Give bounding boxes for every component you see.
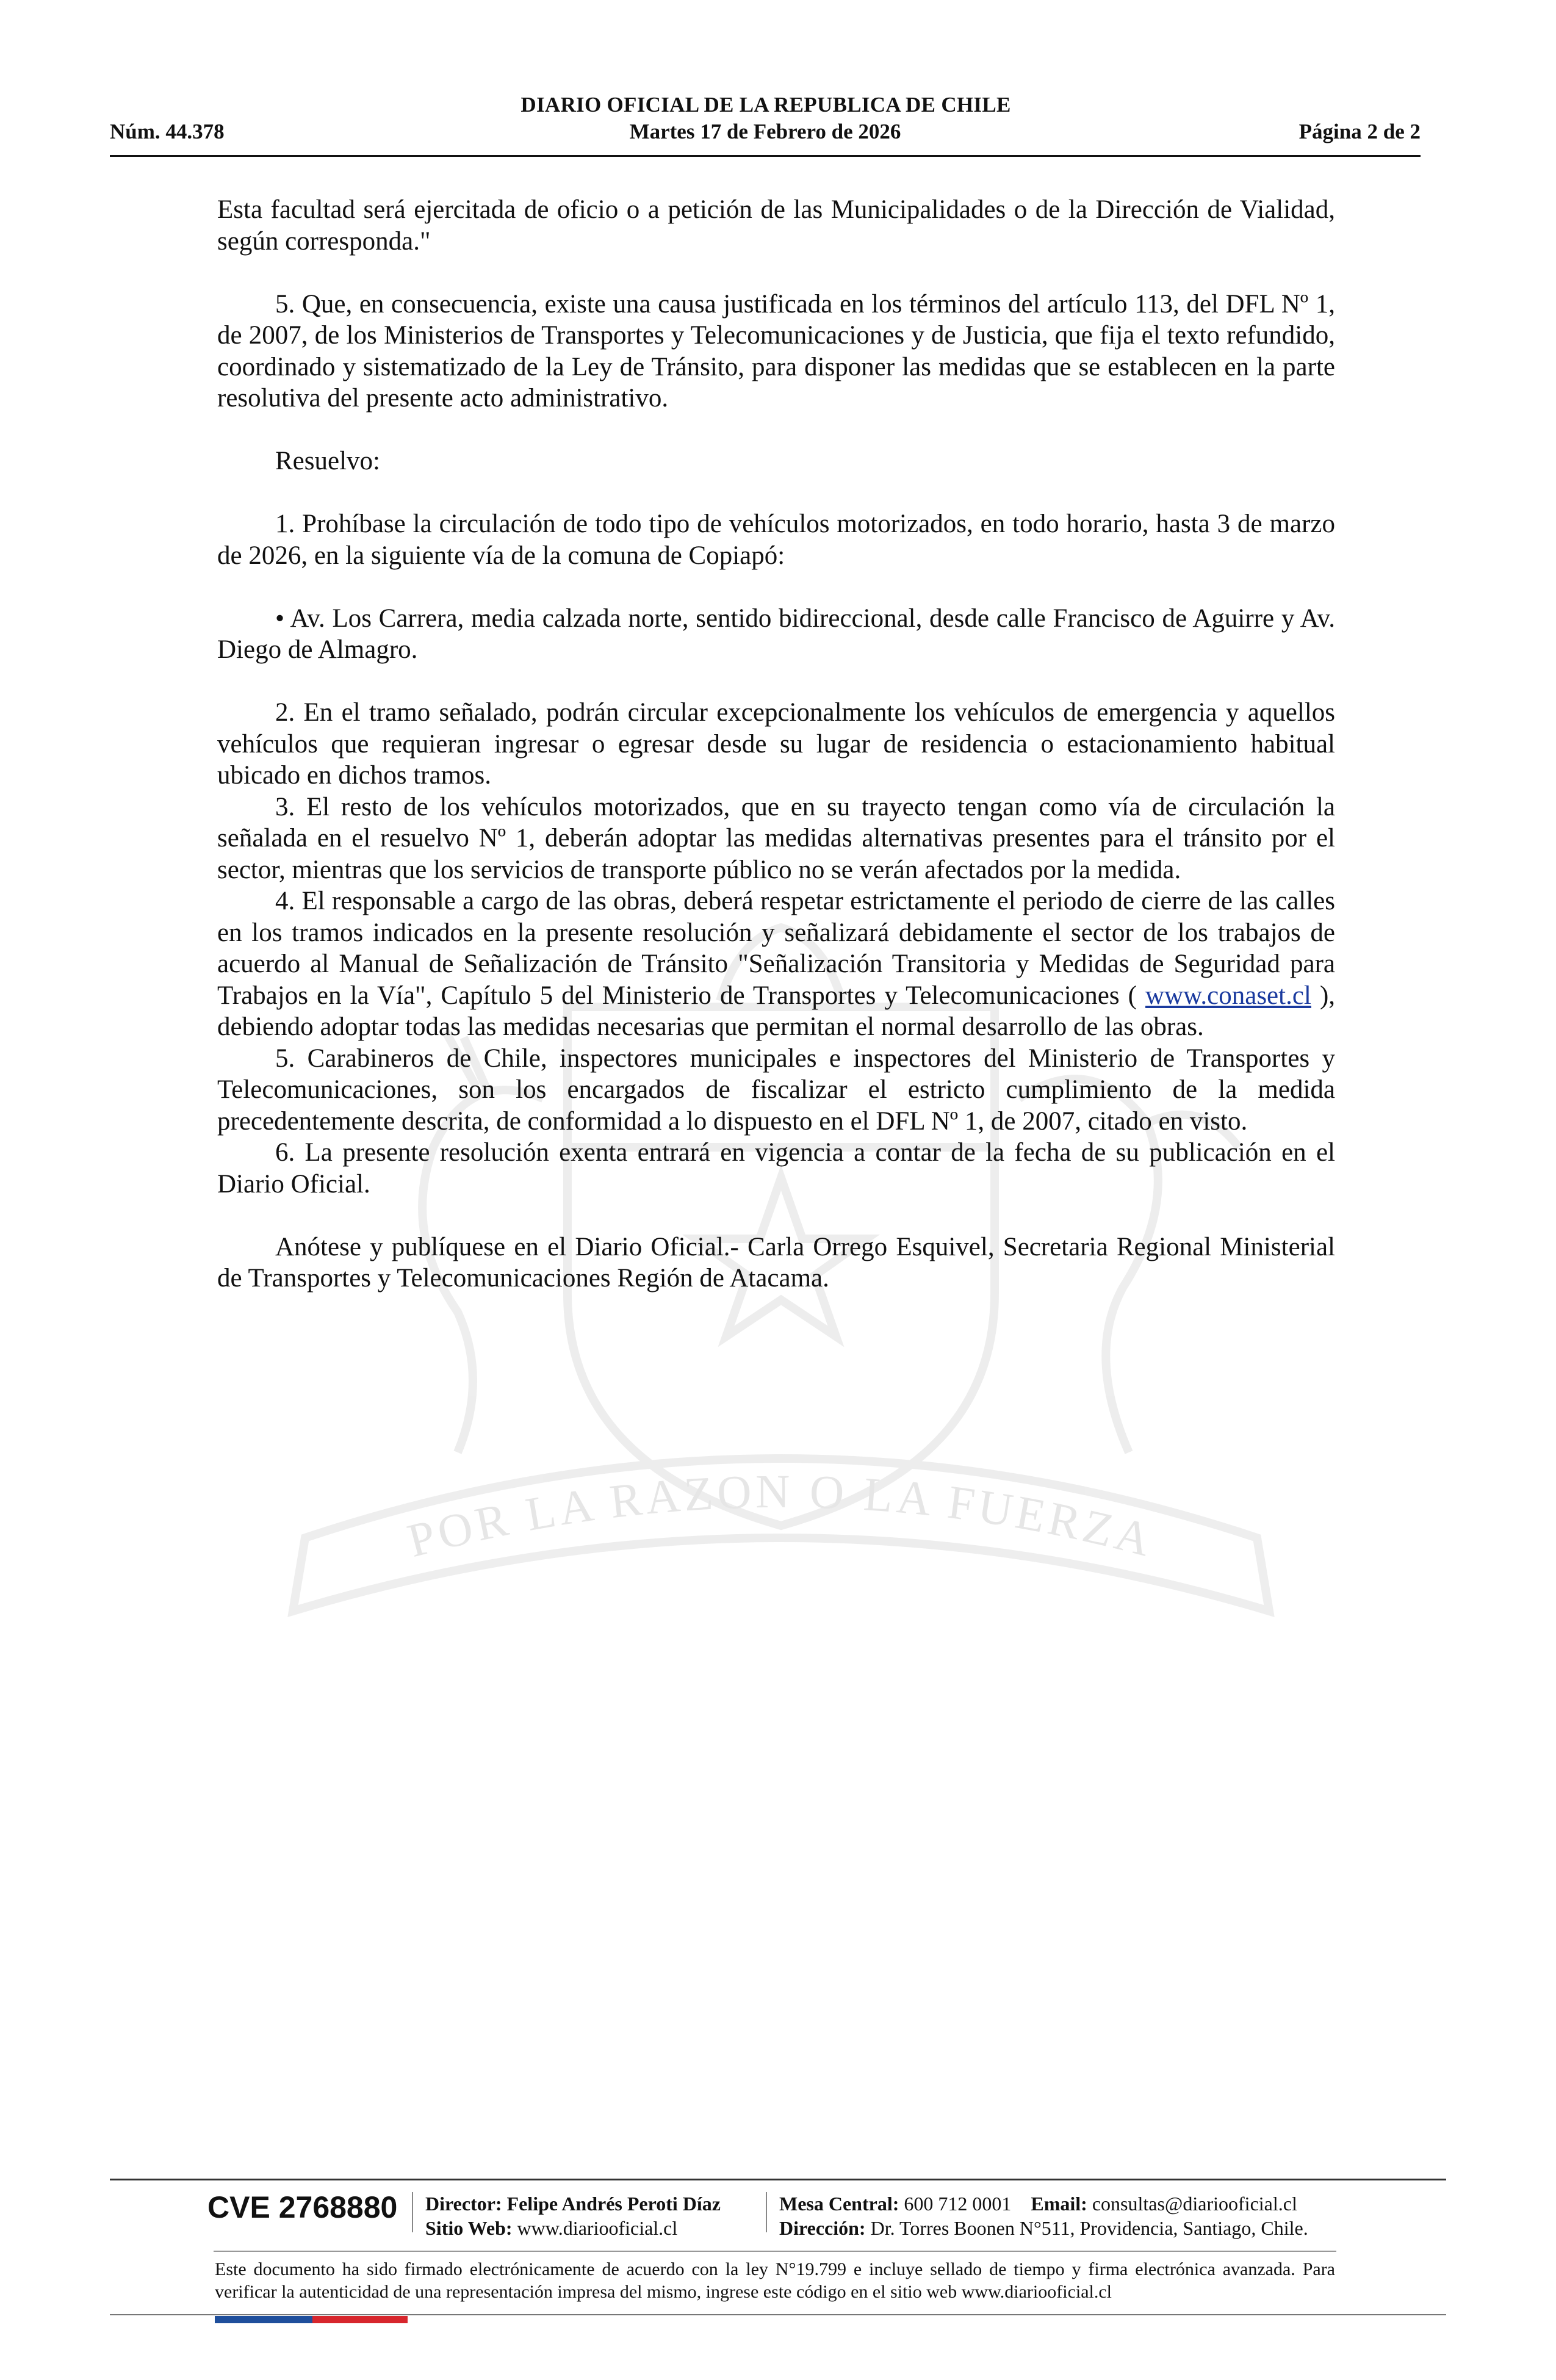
watermark-motto: POR LA RAZON O LA FUERZA: [402, 1464, 1160, 1568]
footer-separator: [766, 2192, 767, 2232]
address-label: Dirección:: [779, 2217, 866, 2239]
resuelvo-heading: Resuelvo:: [275, 447, 380, 475]
resuelvo-4-text-a: 4. El responsable a cargo de las obras, deberá respetar estrictamente el periodo de cierre de las calles en los tramos indicados en la presente resolución y señalizará debidamente el sector de los trabajos de acuerdo al Manual de Señalización de Tránsito "Señalización Transitoria y Medidas de Seguridad para Trabajos en la Vía", Capítulo 5 del Ministerio de Transportes y Telecomunicaciones (: [217, 887, 1335, 1010]
paragraph-intro: Esta facultad será ejercitada de oficio o a petición de las Municipalidades o de la Dirección de Vialidad, según corresponda.": [217, 195, 1335, 256]
director-label: Director:: [425, 2193, 502, 2215]
site-label: Sitio Web:: [425, 2217, 513, 2239]
gazette-title: DIARIO OFICIAL DE LA REPUBLICA DE CHILE: [520, 93, 1011, 117]
resuelvo-6: 6. La presente resolución exenta entrará en vigencia a contar de la fecha de su publicación en el Diario Oficial.: [217, 1138, 1335, 1199]
flag-stripe-blue: [215, 2316, 312, 2323]
conaset-link[interactable]: www.conaset.cl: [1145, 981, 1311, 1010]
header-row: [110, 120, 1421, 150]
issue-date: Martes 17 de Febrero de 2026: [629, 120, 901, 143]
signature-note: Este documento ha sido firmado electrónicamente de acuerdo con la ley N°19.799 e incluye sellado de tiempo y firma electrónica avanzada. Para verificar la autenticidad de una representación impresa del mismo, ingrese este código en el sitio web www.diariooficial.cl: [215, 2259, 1335, 2302]
issue-number: Núm. 44.378: [110, 120, 225, 143]
footer-director-block: [425, 2191, 721, 2240]
mesa-label: Mesa Central:: [779, 2193, 899, 2215]
director-name: Felipe Andrés Peroti Díaz: [506, 2193, 721, 2215]
header-divider: [110, 155, 1421, 157]
email-address[interactable]: consultas@diariooficial.cl: [1092, 2193, 1297, 2215]
mesa-phone: 600 712 0001: [904, 2193, 1012, 2215]
email-label: Email:: [1031, 2193, 1087, 2215]
resolution-body: [217, 194, 1335, 1294]
address-value: Dr. Torres Boonen N°511, Providencia, Santiago, Chile.: [870, 2217, 1308, 2239]
resuelvo-5: 5. Carabineros de Chile, inspectores municipales e inspectores del Ministerio de Transportes y Telecomunicaciones, son los encargados de fiscalizar el estricto cumplimiento de la medida precedentemente descrita, de conformidad a lo dispuesto en el DFL Nº 1, de 2007, citado en visto.: [217, 1044, 1335, 1136]
resuelvo-2: 2. En el tramo señalado, podrán circular excepcionalmente los vehículos de emergencia y aquellos vehículos que requieran ingresar o egresar desde su lugar de residencia o estacionamiento habitual ubicado en dichos tramos.: [217, 698, 1335, 790]
paragraph-considerando-5: 5. Que, en consecuencia, existe una causa justificada en los términos del artículo 113, del DFL Nº 1, de 2007, de los Ministerios de Transportes y Telecomunicaciones y de Justicia, que fija el texto refundido, coordinado y sistematizado de la Ley de Tránsito, para disponer las medidas que se establecen en la parte resolutiva del presente acto administrativo.: [217, 289, 1335, 413]
footer-divider-bottom: [110, 2314, 1446, 2315]
resuelvo-1: 1. Prohíbase la circulación de todo tipo de vehículos motorizados, en todo horario, hasta 3 de marzo de 2026, en la siguiente vía de la comuna de Copiapó:: [217, 510, 1335, 570]
footer-contact-block: [779, 2191, 1308, 2240]
site-url[interactable]: www.diariooficial.cl: [517, 2217, 678, 2239]
cve-code: CVE 2768880: [207, 2190, 398, 2224]
resuelvo-3: 3. El resto de los vehículos motorizados, que en su trayecto tengan como vía de circulación la señalada en el resuelvo Nº 1, deberán adoptar las medidas alternativas presentes para el tránsito por el sector, mientras que los servicios de transporte público no se verán afectados por la medida.: [217, 792, 1335, 884]
resuelvo-4: [217, 885, 1335, 1043]
street-bullet: • Av. Los Carrera, media calzada norte, sentido bidireccional, desde calle Francisco de Aguirre y Av. Diego de Almagro.: [217, 604, 1335, 664]
footer-divider-mid: [214, 2251, 1336, 2252]
closing-signature: Anótese y publíquese en el Diario Oficial.- Carla Orrego Esquivel, Secretaria Regional Ministerial de Transportes y Telecomunicaciones Región de Atacama.: [217, 1232, 1335, 1293]
footer-separator: [412, 2192, 413, 2232]
page-indicator: Página 2 de 2: [1298, 120, 1421, 143]
footer-divider-top: [110, 2179, 1446, 2180]
resuelvo-4-text-b: ), debiendo adoptar todas las medidas necesarias que permitan el normal desarrollo de las obras.: [217, 981, 1336, 1041]
flag-stripe-red: [312, 2316, 408, 2323]
